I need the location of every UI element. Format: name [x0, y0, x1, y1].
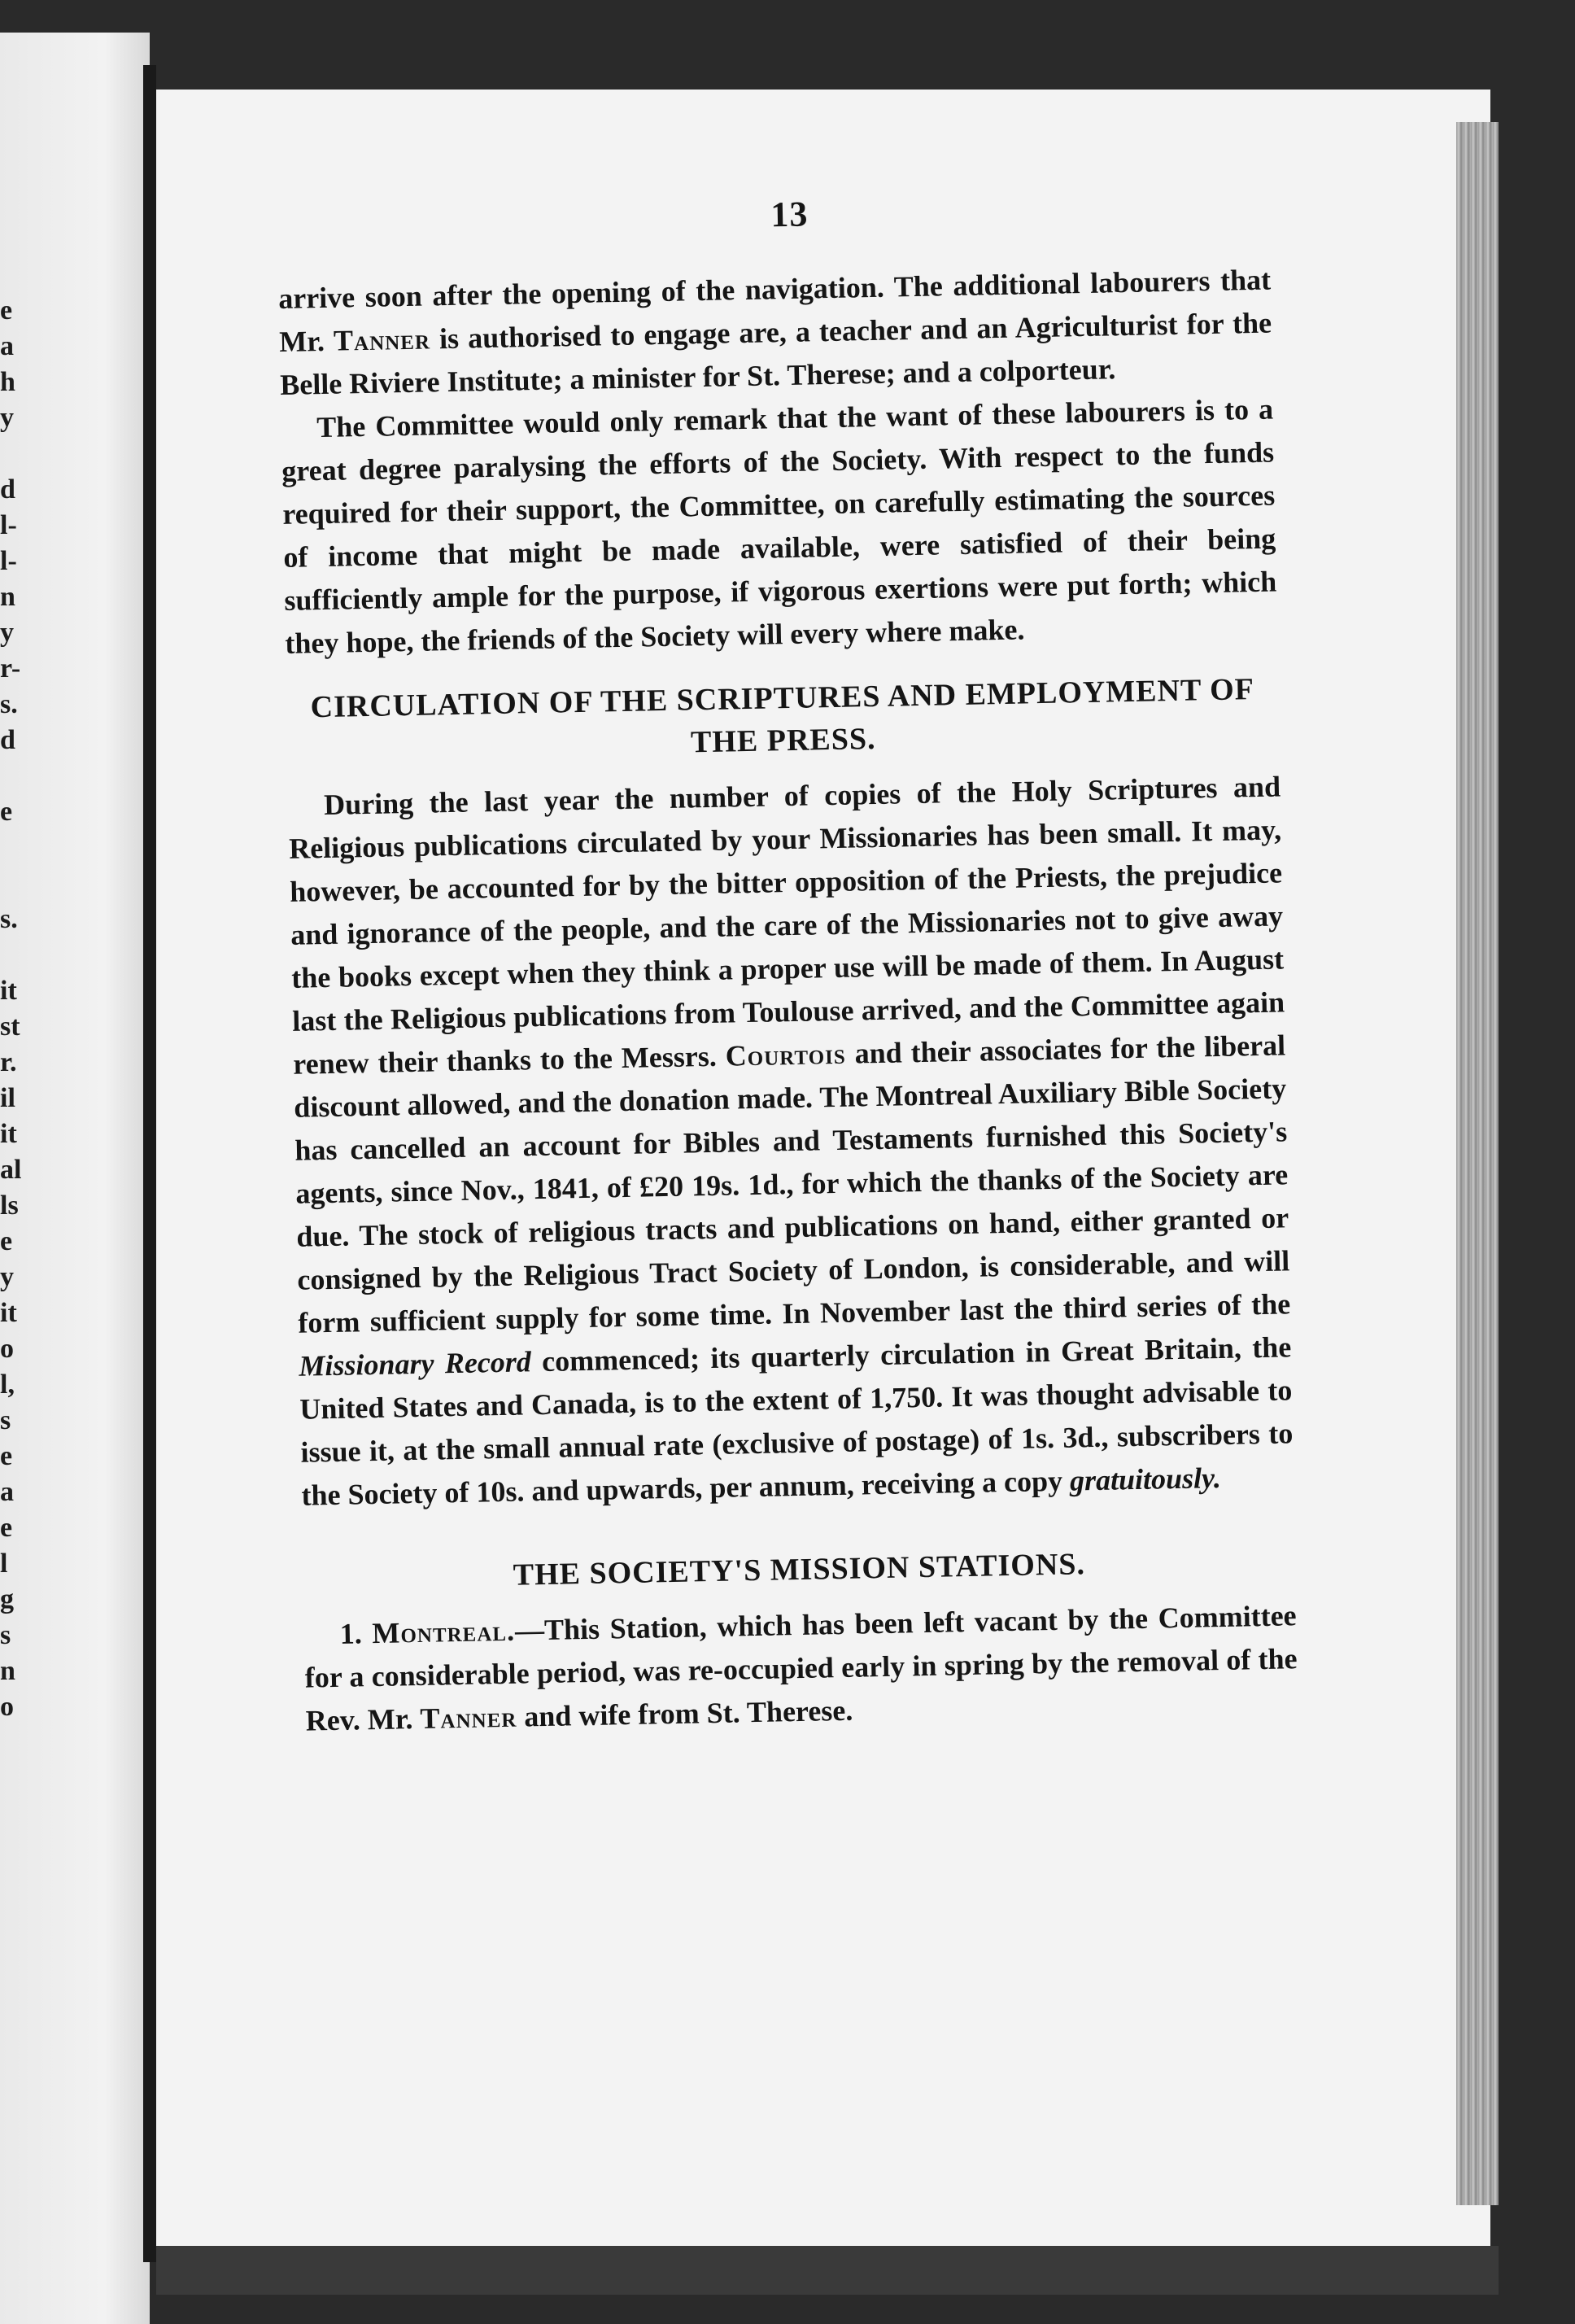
paragraph-4-text-a: —This Station, which has been left vacant by the Committee for a considerable period, was re-occupied early in spring by the removal of the Rev. Mr.	[304, 1599, 1298, 1737]
left-fragment: g	[0, 1584, 14, 1614]
left-fragment: n	[0, 582, 15, 612]
left-fragment: n	[0, 1656, 15, 1686]
paragraph-3	[288, 765, 1294, 1517]
left-fragment: e	[0, 1441, 13, 1471]
station-name-montreal: Montreal.	[372, 1614, 516, 1650]
left-fragment: o	[0, 1334, 14, 1364]
paragraph-3-text-b: and their associates for the liberal discount allowed, and the donation made. The Montreal Auxiliary Bible Society has cancelled an account for Bibles and Testaments furnished this Society's agents, since Nov., 1841, of £20 19s. 1d., for which the thanks of the Society are due. The stock of religious tracts and publications on hand, either granted or consigned by the Religious Tract Society of London, is considerable, and will form sufficient supply for some time. In November last the third series of the	[293, 1029, 1291, 1339]
left-fragment: r-	[0, 653, 21, 684]
left-fragment: ls	[0, 1190, 19, 1221]
left-fragment	[0, 866, 33, 902]
left-fragment: d	[0, 474, 15, 505]
left-fragment: y	[0, 1262, 14, 1292]
section-heading-circulation: CIRCULATION OF THE SCRIPTURES AND EMPLOYMENT OF THE PRESS.	[310, 672, 1255, 760]
left-fragment: s.	[0, 689, 18, 719]
paragraph-2: The Committee would only remark that the want of these labourers is to a great degree paralysing the efforts of the Society. With respect to the funds required for their support, the Committee, on carefully estimating the sources of income that might be made available, were satisfied of their being sufficiently ample for the purpose, if vigorous exertions were put forth; which they hope, the friends of the Society will every where make.	[281, 392, 1277, 660]
left-fragment: it	[0, 976, 17, 1006]
station-number: 1.	[339, 1617, 373, 1650]
left-fragment: l,	[0, 1370, 15, 1400]
left-fragment: a	[0, 1477, 14, 1507]
left-page-text-fragments	[0, 293, 33, 1725]
left-fragment: l-	[0, 546, 17, 576]
page-content	[277, 185, 1298, 1743]
left-fragment: e	[0, 1226, 13, 1256]
left-fragment: l	[0, 1549, 8, 1579]
left-fragment: d	[0, 725, 15, 755]
paragraph-4	[303, 1594, 1298, 1742]
left-fragment: e	[0, 797, 13, 827]
paragraph-1-text-a: arrive soon after the opening of the navigation. The additional labourers that Mr.	[277, 263, 1272, 358]
left-fragment	[0, 830, 33, 866]
paragraph-3-text-a: During the last year the number of copies of the Holy Scriptures and Religious publications circulated by your Missionaries has been small. It may, however, be accounted for by the bitter opposition of the Priests, the prejudice and ignorance of the people, and the care of the Missionaries not to give away the books except when they think a proper use will be made of them. In August last the Religious publications from Toulouse arrived, and the Committee again renew their thanks to the Messrs.	[288, 770, 1285, 1081]
left-fragment: e	[0, 1513, 13, 1543]
page-edge	[1456, 122, 1499, 2205]
paragraph-4-text-b: and wife from St. Therese.	[516, 1693, 853, 1733]
book-gutter	[143, 65, 156, 2262]
left-fragment: h	[0, 367, 15, 397]
left-fragment	[0, 758, 33, 794]
title-missionary-record: Missionary Record	[299, 1345, 532, 1383]
left-fragment	[0, 937, 33, 973]
left-fragment: il	[0, 1083, 15, 1113]
left-fragment: s	[0, 1405, 11, 1435]
scan-border	[156, 2246, 1499, 2295]
left-fragment: o	[0, 1692, 14, 1722]
left-fragment: s.	[0, 904, 18, 934]
left-fragment: e	[0, 295, 13, 325]
section-heading-mission-stations: THE SOCIETY'S MISSION STATIONS.	[513, 1547, 1086, 1592]
left-fragment: y	[0, 618, 14, 648]
name-tanner: Tanner	[333, 322, 431, 357]
left-fragment: it	[0, 1119, 17, 1149]
left-fragment	[0, 436, 33, 472]
word-gratuitously: gratuitously.	[1069, 1461, 1222, 1497]
left-fragment: l-	[0, 510, 17, 540]
name-tanner-2: Tanner	[420, 1700, 517, 1735]
paragraph-3-text-c: commenced; its quarterly circulation in Great Britain, the United States and Canada, is to the extent of 1,750. It was thought advisable to issue it, at the small annual rate (exclusive of postage) of 1s. 3d., subscribers to the Society of 10s. and upwards, per annum, receiving a copy	[299, 1330, 1294, 1512]
left-fragment: r.	[0, 1047, 17, 1077]
paragraph-1	[278, 259, 1273, 407]
paragraph-1-text-b: is authorised to engage are, a teacher and an Agriculturist for the Belle Riviere Institute; a minister for St. Therese; and a colporteur.	[279, 306, 1272, 401]
left-page	[0, 33, 150, 2324]
left-fragment: al	[0, 1155, 22, 1185]
left-fragment: st	[0, 1011, 20, 1042]
page-number: 13	[770, 194, 809, 235]
left-fragment: a	[0, 331, 14, 361]
left-fragment: y	[0, 403, 14, 433]
left-fragment: it	[0, 1298, 17, 1328]
name-courtois: Courtois	[725, 1037, 847, 1072]
left-fragment: s	[0, 1620, 11, 1650]
